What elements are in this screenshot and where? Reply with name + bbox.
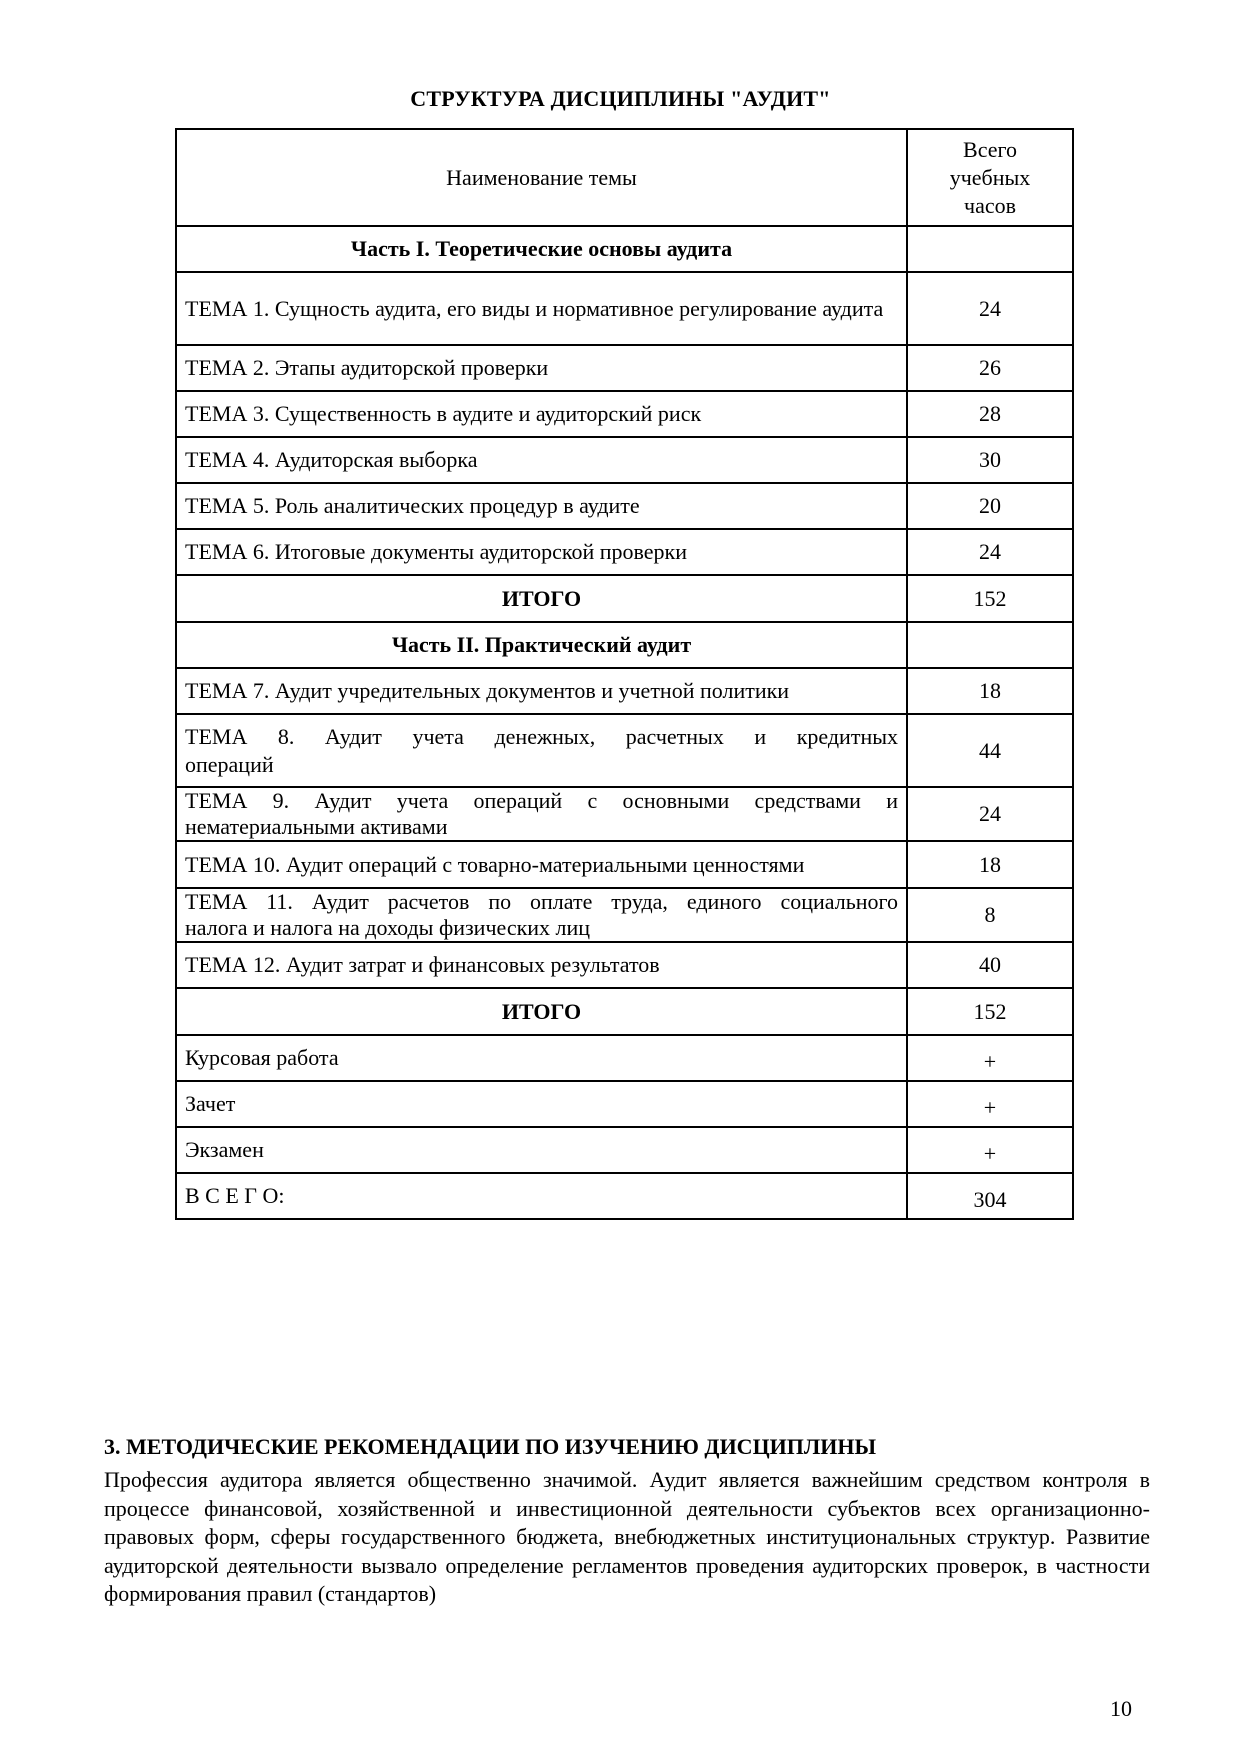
table-row <box>176 529 1073 575</box>
section-heading: 3. МЕТОДИЧЕСКИЕ РЕКОМЕНДАЦИИ ПО ИЗУЧЕНИЮ ДИСЦИПЛИНЫ <box>104 1434 877 1459</box>
topic-line: ТЕМА 9. Аудит учета операций с основными средствами и <box>185 788 898 813</box>
discipline-structure-table <box>175 128 1074 1220</box>
grand-total-label: В С Е Г О: <box>176 1173 907 1219</box>
table-row <box>176 437 1073 483</box>
topic-line: ТЕМА 8. Аудит учета денежных, расчетных и кредитных <box>185 723 898 749</box>
section-row <box>176 622 1073 668</box>
extra-value: + <box>907 1127 1073 1173</box>
section-hours-empty <box>907 622 1073 668</box>
grand-total-row <box>176 1173 1073 1219</box>
table-row <box>176 345 1073 391</box>
total-value: 152 <box>907 988 1073 1035</box>
topic-cell <box>176 787 907 841</box>
topic-cell: ТЕМА 1. Сущность аудита, его виды и нормативное регулирование аудита <box>176 272 907 345</box>
total-row <box>176 988 1073 1035</box>
hours-cell: 24 <box>907 529 1073 575</box>
topic-line: операций <box>185 751 274 777</box>
table-row <box>176 483 1073 529</box>
extra-label: Экзамен <box>176 1127 907 1173</box>
table-row <box>176 714 1073 787</box>
topic-line: ТЕМА 11. Аудит расчетов по оплате труда, единого социального <box>185 889 898 914</box>
topic-cell: ТЕМА 6. Итоговые документы аудиторской проверки <box>176 529 907 575</box>
topic-cell: ТЕМА 7. Аудит учредительных документов и учетной политики <box>176 668 907 714</box>
table-row <box>176 787 1073 841</box>
table-row <box>176 272 1073 345</box>
hours-cell: 44 <box>907 714 1073 787</box>
table-row <box>176 1127 1073 1173</box>
section-title-part2: Часть II. Практический аудит <box>176 622 907 668</box>
table-row <box>176 668 1073 714</box>
hours-cell: 20 <box>907 483 1073 529</box>
topic-cell: ТЕМА 4. Аудиторская выборка <box>176 437 907 483</box>
topic-cell <box>176 714 907 787</box>
topic-cell: ТЕМА 5. Роль аналитических процедур в аудите <box>176 483 907 529</box>
total-label: ИТОГО <box>176 575 907 622</box>
body-paragraph: Профессия аудитора является общественно значимой. Аудит является важнейшим средством контроля в процессе финансовой, хозяйственной и инвестиционной деятельности субъектов всех организационно-правовых форм, сферы государственного бюджета, внебюджетных институциональных структур. Развитие аудиторской деятельности вызвало определение регламентов проведения аудиторских проверок, в частности формирования правил (стандартов) <box>104 1467 1150 1606</box>
hours-cell: 24 <box>907 272 1073 345</box>
extra-label: Зачет <box>176 1081 907 1127</box>
table-row <box>176 1035 1073 1081</box>
table-header-row <box>176 129 1073 226</box>
hours-cell: 28 <box>907 391 1073 437</box>
hours-cell: 8 <box>907 888 1073 942</box>
hours-cell: 18 <box>907 668 1073 714</box>
header-topic: Наименование темы <box>176 129 907 226</box>
total-row <box>176 575 1073 622</box>
table-row <box>176 1081 1073 1127</box>
topic-cell: ТЕМА 3. Существенность в аудите и аудиторский риск <box>176 391 907 437</box>
hours-cell: 24 <box>907 787 1073 841</box>
topic-line: налога и налога на доходы физических лиц <box>185 915 591 940</box>
header-hours: Всего учебных часов <box>907 129 1073 226</box>
topic-cell: ТЕМА 10. Аудит операций с товарно-материальными ценностями <box>176 841 907 888</box>
section-row <box>176 226 1073 272</box>
document-title: СТРУКТУРА ДИСЦИПЛИНЫ "АУДИТ" <box>410 86 831 111</box>
extra-value: + <box>907 1035 1073 1081</box>
hours-cell: 40 <box>907 942 1073 988</box>
total-value: 152 <box>907 575 1073 622</box>
table-row <box>176 888 1073 942</box>
hours-cell: 18 <box>907 841 1073 888</box>
extra-label: Курсовая работа <box>176 1035 907 1081</box>
extra-value: + <box>907 1081 1073 1127</box>
topic-cell <box>176 888 907 942</box>
hours-cell: 30 <box>907 437 1073 483</box>
total-label: ИТОГО <box>176 988 907 1035</box>
topic-line: нематериальными активами <box>185 814 448 839</box>
section-hours-empty <box>907 226 1073 272</box>
section-title-part1: Часть I. Теоретические основы аудита <box>176 226 907 272</box>
hours-cell: 26 <box>907 345 1073 391</box>
page-number: 10 <box>1110 1696 1132 1721</box>
table-row <box>176 942 1073 988</box>
topic-cell: ТЕМА 12. Аудит затрат и финансовых результатов <box>176 942 907 988</box>
table-row <box>176 841 1073 888</box>
topic-cell: ТЕМА 2. Этапы аудиторской проверки <box>176 345 907 391</box>
grand-total-value: 304 <box>907 1173 1073 1219</box>
table-row <box>176 391 1073 437</box>
